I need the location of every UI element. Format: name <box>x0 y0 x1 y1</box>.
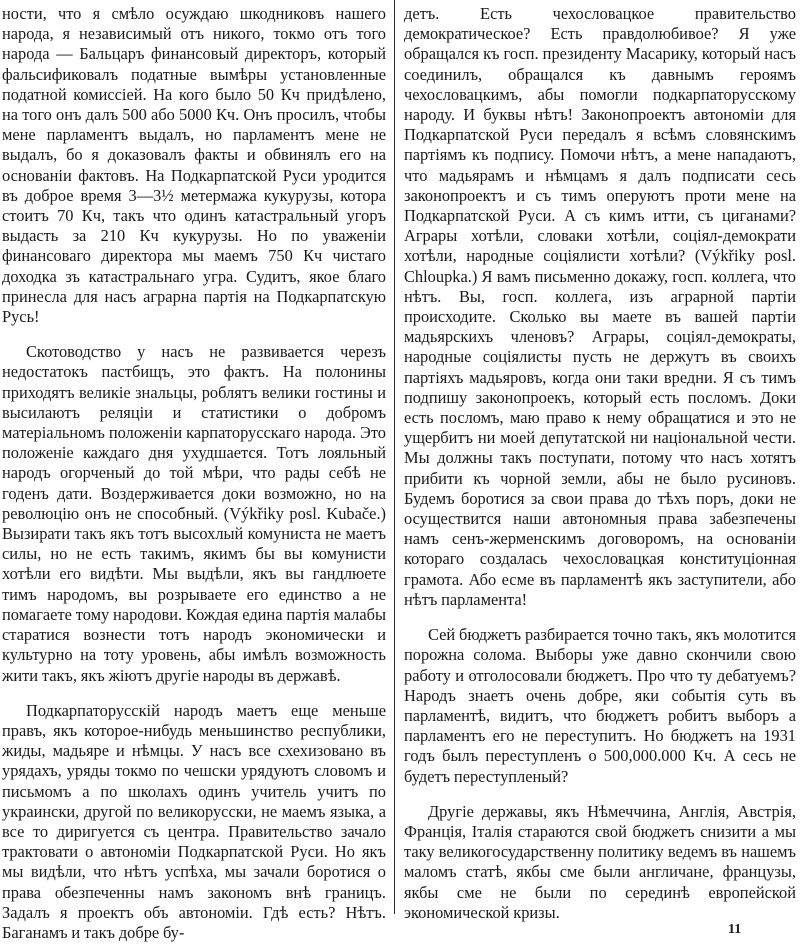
paragraph: Скотоводство у насъ не развивается черезъ недостатокъ пастбищъ, это фактъ. На полонины приходятъ великіе знальцы, роблятъ велики гостины и высилаютъ реляціи и статистики о добромъ матеріальномъ положеніи карпаторусскаго народа. Это положеніе каждаго дня ухудшается. Тотъ лояльный народъ огорченый до той мѣри, что рады себѣ не годенъ дати. Воздерживается доки возможно, но на революцію онъ не способный. (Výkřiky posl. Kubače.) Вызирати такъ якъ тотъ высохлый комуниста не маетъ силы, но не есть такимъ, якимъ бы вы комунисти хотѣли его видѣти. Мы выдѣли, якъ вы гандлюете тимъ народомъ, вы розрываете его единство а не помагаете тому народови. Кождая едина партія малабы старатися вознести тотъ народъ экономически и культурно на тоту уровень, абы имѣлъ возможность жити такъ, якъ жіютъ другіе народы въ державѣ. <box>2 342 386 685</box>
right-column <box>404 4 796 923</box>
column-divider <box>394 0 395 914</box>
paragraph: Подкарпаторусскій народъ маетъ еще меньше правъ, якъ которое-нибудь меньшинство республики, жиды, мадьяре и нѣмцы. У насъ все схехизовано въ урядахъ, уряды токмо по чешски урядуютъ словомъ и письмомъ а по школахъ одинъ учитель учитъ по украински, другой по великорусски, не маемъ языка, а все то диригуется съ центра. Правительство зачало трактовати о автономіи Подкарпатской Руси. Но якъ мы видѣли, что нѣтъ успѣха, мы зачали боротися о права обезпеченны намъ закономъ внѣ границъ. Задалъ я проектъ объ автономіи. Гдѣ есть? Нѣтъ. Баганамъ и такъ добре бу- <box>2 700 386 942</box>
paragraph-gap <box>2 327 386 342</box>
paragraph-gap <box>404 787 796 802</box>
paragraph: детъ. Есть чехословацкое правительство демократическое? Есть правдолюбивое? Я уже обращался къ госп. президенту Масарику, который насъ соединилъ, обращался къ давнымъ героямъ чехословацкимъ, абы помогли подкарпаторусскому народу. И буквы нѣтъ! Законопроектъ автономіи для Подкарпатской Руси передалъ я всѣмъ словянскимъ партіямъ къ подпису. Помочи нѣтъ, а мене нападаютъ, что мадьярамъ и нѣмцамъ я далъ подписати сесь законопроектъ и съ тимъ оперуютъ проти мене на Подкарпатской Руси. А съ кимъ итти, съ циганами? Аграры хотѣли, словаки хотѣли, соціял-демократи хотѣли, народные соціялисти хотѣли? (Výkřiky posl. Chloupka.) Я вамъ письменно докажу, госп. коллега, что нѣтъ. Вы, госп. коллега, изъ аграрной партіи происходите. Сколько вы маете въ вашей партіи мадьярскихъ членовъ? Аграры, соціял-демократы, народные соціялисты пусть не держутъ въ своихъ партіяхъ мадьяровъ, когда они таки вредни. Я съ тимъ подпишу законопроекъ, который есть посломъ. Доки есть посломъ, маю право к нему обращатися и это не ущербитъ ни моей депутатской ни національной чести. Мы должны такъ поступати, потому что насъ хотятъ прибити къ чорной земли, абы не было русиновъ. Будемъ боротися за свои права до тѣхъ поръ, доки не осуществится наши автономныя права забезпечены намъ сенъ-жерменскимъ договоромъ, на основаніи котораго создалась чехословацкая конституціонная грамота. Або есме въ парламентѣ якъ заступители, або нѣтъ парламента! <box>404 4 796 609</box>
paragraph: Сей бюджетъ разбирается точно такъ, якъ молотится порожна солома. Выборы уже давно скончили свою работу и отголосовали бюджетъ. Про что ту дебатуемъ? Народъ знаетъ очень добре, яки событія суть въ парламентѣ, видитъ, что бюджетъ робитъ выборъ а парламентъ его не переступитъ. Но бюджетъ на 1931 годъ былъ переступленъ о 500,000.000 Кч. А сесь не будетъ переступленый? <box>404 625 796 786</box>
left-column <box>2 4 386 943</box>
paragraph-gap <box>2 686 386 701</box>
paragraph: Другіе державы, якъ Нѣмеччина, Англія, Австрія, Франція, Італія стараются свой бюджетъ снизити а мы таку великогосударственну политику ведемъ въ нашемъ маломъ статѣ, якбы сме были англичане, французы, якбы сме не были по серединѣ европейской экономической кризы. <box>404 801 796 922</box>
paragraph-gap <box>404 610 796 625</box>
paragraph: ности, что я смѣло осуждаю шкодниковъ нашего народа, я независимый отъ никого, токмо отъ того народа — Бальцаръ финансовый директоръ, который фальсификовалъ податные вымѣры установленные податной комиссіей. На кого было 50 Кч придѣлено, на того онъ далъ 500 або 5000 Кч. Онъ просилъ, чтобы мене парламентъ выдалъ, но парламентъ мене не выдалъ, бо я доказовалъ факты и обвинялъ его на основаніи фактовъ. На Подкарпатской Руси уродится въ доброе время 3—3½ метермажа кукурузы, котора стоитъ 70 Кч, такъ что одинъ катастральный угоръ выдасть за 210 Кч кукурузы. Но по уваженіи финансоваго директора мы маемъ 750 Кч чистаго доходка зъ катастральнаго угра. Судитъ, якое благо принесла для насъ аграрна партія на Подкарпатскую Русь! <box>2 4 386 327</box>
page-number: 11 <box>728 922 742 937</box>
